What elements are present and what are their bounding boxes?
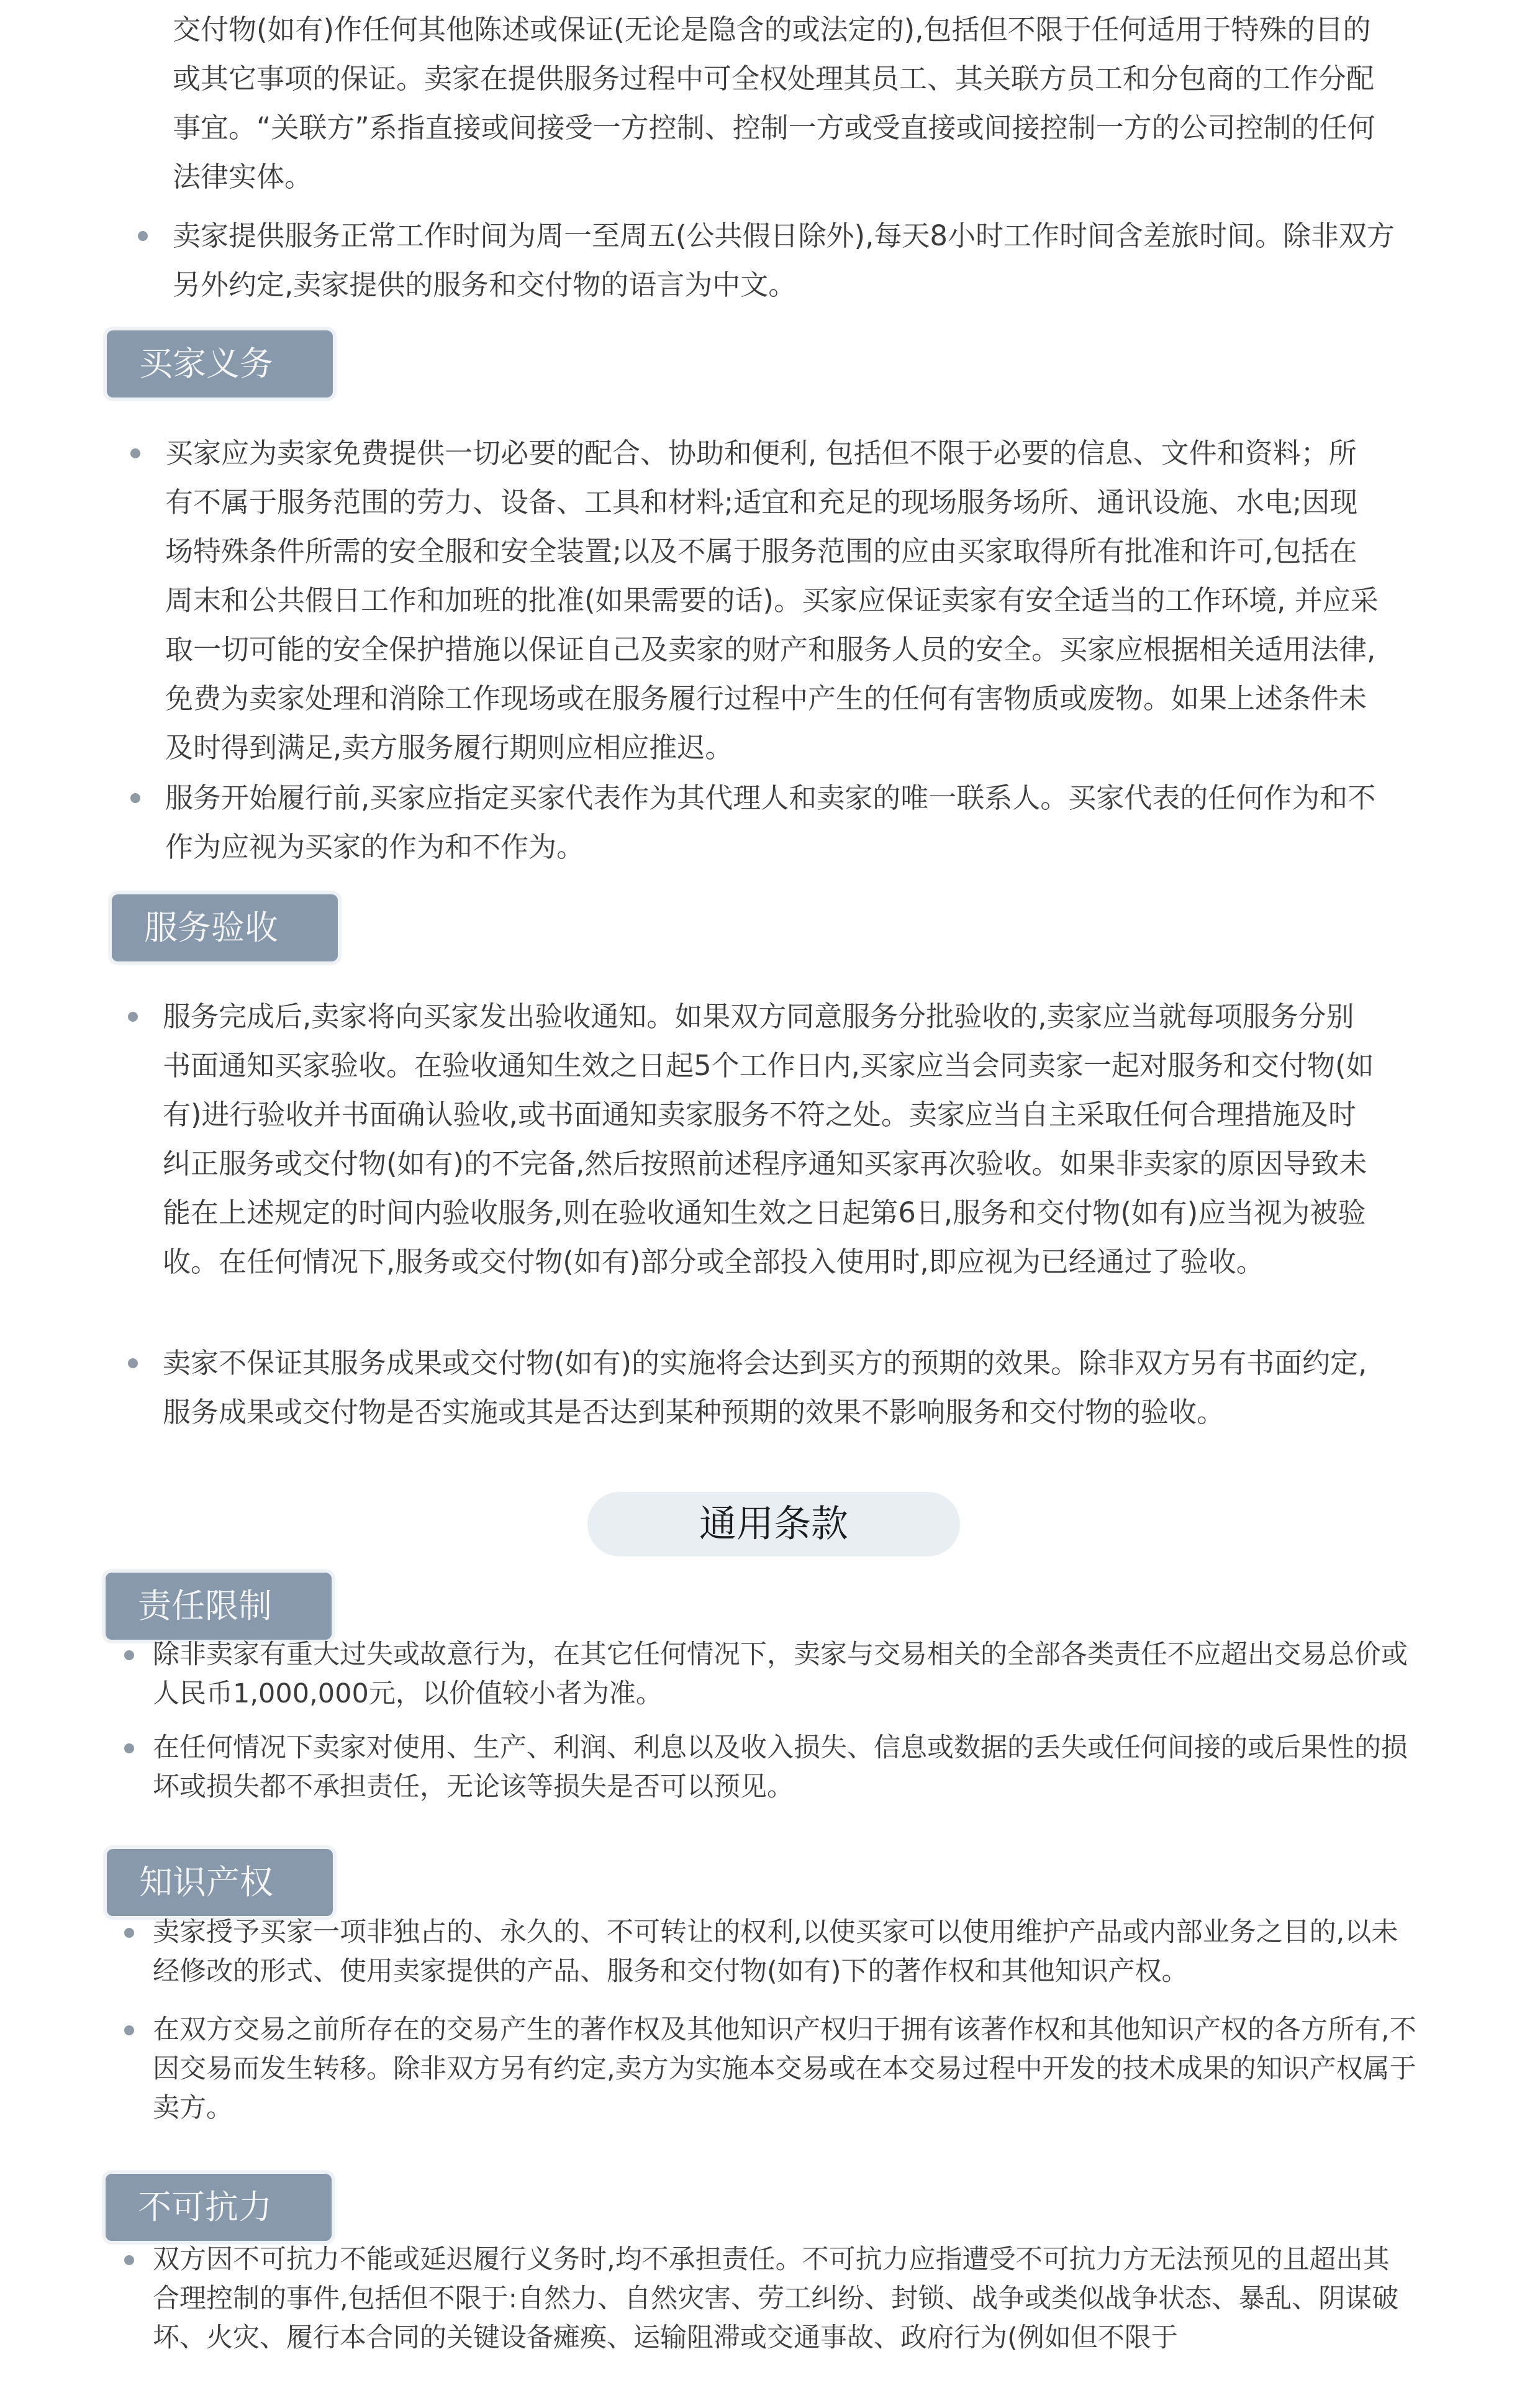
list-item-text: 卖家提供服务正常工作时间为周一至周五(公共假日除外),每天8小时工作时间含差旅时间。除非双方另外约定,卖家提供的服务和交付物的语言为中文。 <box>173 219 1395 301</box>
list-item <box>163 992 1380 1286</box>
list-item-text: 买家应为卖家免费提供一切必要的配合、协助和便利, 包括但不限于必要的信息、文件和资料；所有不属于服务范围的劳力、设备、工具和材料;适宜和充足的现场服务场所、通讯设施、水电;因现场特殊条件所需的安全服和安全装置;以及不属于服务范围的应由买家取得所有批准和许可,包括在周末和公共假日工作和加班的批准(如果需要的话)。买家应保证卖家有安全适当的工作环境, 并应采取一切可能的安全保护措施以保证自己及卖家的财产和服务人员的安全。买家应根据相关适用法律,免费为卖家处理和消除工作现场或在服务履行过程中产生的任何有害物质或废物。如果上述条件未及时得到满足,卖方服务履行期则应相应推迟。 <box>165 437 1379 764</box>
list-item-text: 服务完成后,卖家将向买家发出验收通知。如果双方同意服务分批验收的,卖家应当就每项服务分别书面通知买家验收。在验收通知生效之日起5个工作日内,买家应当会同卖家一起对服务和交付物(如有)进行验收并书面确认验收,或书面通知卖家服务不符之处。卖家应当自主采取任何合理措施及时纠正服务或交付物(如有)的不完备,然后按照前述程序通知买家再次验收。如果非卖家的原因导致未能在上述规定的时间内验收服务,则在验收通知生效之日起第6日,服务和交付物(如有)应当视为被验收。在任何情况下,服务或交付物(如有)部分或全部投入使用时,即应视为已经通过了验收。 <box>163 1000 1374 1278</box>
section-header-intellectual-property: 知识产权 <box>107 1849 333 1916</box>
bullet-icon <box>128 1358 138 1368</box>
intro-paragraph: 交付物(如有)作任何其他陈述或保证(无论是隐含的或法定的),包括但不限于任何适用于特殊的目的或其它事项的保证。卖家在提供服务过程中可全权处理其员工、其关联方员工和分包商的工作分配事宜。“关联方”系指直接或间接受一方控制、控制一方或受直接或间接控制一方的公司控制的任何法律实体。 <box>173 13 1375 193</box>
bullet-icon <box>124 2025 134 2035</box>
bullet-icon <box>124 1743 134 1753</box>
list-item-text: 双方因不可抗力不能或延迟履行义务时,均不承担责任。不可抗力应指遭受不可抗力方无法预见的且超出其合理控制的事件,包括但不限于:自然力、自然灾害、劳工纠纷、封锁、战争或类似战争状态、暴乱、阴谋破坏、火灾、履行本合同的关键设备瘫痪、运输阻滞或交通事故、政府行为(例如但不限于 <box>153 2244 1399 2353</box>
list-item-text: 卖家授予买家一项非独占的、永久的、不可转让的权利,以使买家可以使用维护产品或内部业务之目的,以未经修改的形式、使用卖家提供的产品、服务和交付物(如有)下的著作权和其他知识产权。 <box>153 1917 1398 1987</box>
list-item-text: 在任何情况下卖家对使用、生产、利润、利息以及收入损失、信息或数据的丢失或任何间接的或后果性的损坏或损失都不承担责任，无论该等损失是否可以预见。 <box>153 1732 1408 1802</box>
list-item <box>165 429 1382 772</box>
bullet-icon <box>128 1012 138 1022</box>
list-item <box>153 2240 1413 2358</box>
list-item <box>153 1635 1420 1714</box>
section-header-service-acceptance: 服务验收 <box>112 894 338 961</box>
list-item <box>153 1913 1420 1991</box>
list-item-text: 在双方交易之前所存在的交易产生的著作权及其他知识产权归于拥有该著作权和其他知识产权的各方所有,不因交易而发生转移。除非双方另有约定,卖方为实施本交易或在本交易过程中开发的技术成果的知识产权属于卖方。 <box>153 2014 1416 2124</box>
list-item <box>153 2010 1420 2128</box>
section-header-force-majeure: 不可抗力 <box>106 2174 332 2241</box>
bullet-icon <box>138 231 148 241</box>
section-header-liability-limit: 责任限制 <box>106 1573 332 1640</box>
list-item <box>153 1729 1420 1807</box>
list-item <box>165 773 1382 871</box>
list-item <box>163 1338 1380 1437</box>
bullet-icon <box>124 2255 134 2265</box>
general-terms-title: 通用条款 <box>587 1492 960 1556</box>
section-header-buyer-obligations: 买家义务 <box>107 330 333 398</box>
list-item-text: 服务开始履行前,买家应指定买家代表作为其代理人和卖家的唯一联系人。买家代表的任何作为和不作为应视为买家的作为和不作为。 <box>165 781 1376 863</box>
list-item-text: 卖家不保证其服务成果或交付物(如有)的实施将会达到买方的预期的效果。除非双方另有书面约定,服务成果或交付物是否实施或其是否达到某种预期的效果不影响服务和交付物的验收。 <box>163 1347 1367 1429</box>
bullet-icon <box>124 1928 134 1938</box>
bullet-icon <box>124 1650 134 1660</box>
bullet-icon <box>130 793 140 803</box>
list-item <box>173 211 1396 309</box>
list-item-text: 除非卖家有重大过失或故意行为，在其它任何情况下，卖家与交易相关的全部各类责任不应超出交易总价或人民币1,000,000元，以价值较小者为准。 <box>153 1639 1408 1709</box>
bullet-icon <box>130 448 140 458</box>
